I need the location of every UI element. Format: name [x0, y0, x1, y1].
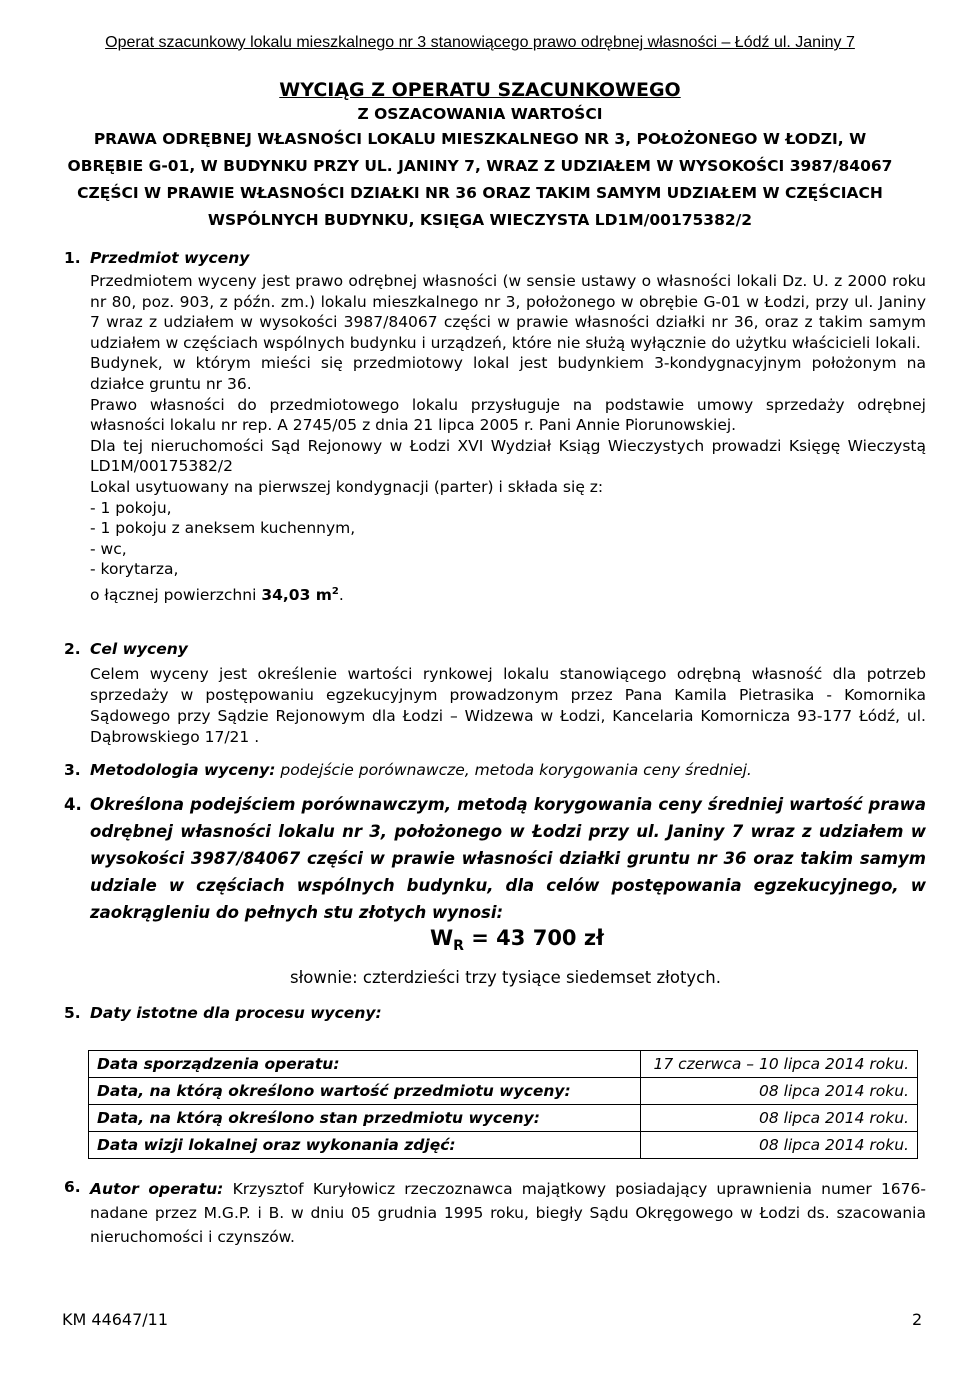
section-1-heading: Przedmiot wyceny	[90, 249, 250, 267]
room-item: - wc,	[90, 539, 127, 558]
room-item: - korytarza,	[90, 560, 179, 579]
section-3-line	[90, 760, 926, 781]
section-5-number: 5.	[64, 1004, 81, 1022]
section-6-body	[90, 1177, 926, 1249]
section-3-number: 3.	[64, 761, 81, 779]
date-label: Data, na którą określono stan przedmiotu wyceny:	[89, 1105, 641, 1132]
layout-paragraph: Lokal usytuowany na pierwszej kondygnacji (parter) i składa się z:	[90, 477, 604, 496]
section-4-number: 4.	[64, 795, 82, 814]
market-value-subscript: R	[453, 938, 464, 955]
area-prefix: o łącznej powierzchni	[90, 586, 262, 605]
market-value	[430, 926, 604, 954]
section-3-heading: Metodologia wyceny:	[90, 761, 276, 779]
land-register-paragraph: Dla tej nieruchomości Sąd Rejonowy w Łodzi XVI Wydział Ksiąg Wieczystych prowadzi Księgę Wieczystą LD1M/00175382/2	[90, 436, 926, 476]
section-2-heading: Cel wyceny	[90, 640, 188, 658]
section-2-body: Celem wyceny jest określenie wartości rynkowej lokalu stanowiącego odrębną własność dla potrzeb sprzedaży w postępowaniu egzekucyjnym prowadzonym przez Pana Kamila Pietrasika - Komornika Sądowego przy Sądzie Rejonowym dla Łodzi – Widzewa w Łodzi, Kancelaria Komornicza 93-177 Łódź, ul. Dąbrowskiego 17/21 .	[90, 665, 926, 746]
table-row	[89, 1132, 918, 1159]
document-title-body: PRAWA ODRĘBNEJ WŁASNOŚCI LOKALU MIESZKALNEGO NR 3, POŁOŻONEGO W ŁODZI, W OBRĘBIE G-01, W BUDYNKU PRZY UL. JANINY 7, WRAZ Z UDZIAŁEM W WYSOKOŚCI 3987/84067 CZĘŚCI W PRAWIE WŁASNOŚCI DZIAŁKI NR 36 ORAZ TAKIM SAMYM UDZIAŁEM W CZĘŚCIACH WSPÓLNYCH BUDYNKU, KSIĘGA WIECZYSTA LD1M/00175382/2	[67, 130, 893, 229]
footer-case-number: KM 44647/11	[62, 1310, 169, 1329]
market-value-symbol: W	[430, 926, 454, 950]
section-3-text: podejście porównawcze, metoda korygowania ceny średniej.	[275, 761, 752, 779]
table-row	[89, 1051, 918, 1078]
section-4-text: Określona podejściem porównawczym, metodą korygowania ceny średniej wartość prawa odrębnej własności lokalu nr 3, położonego w Łodzi przy ul. Janiny 7 wraz z udziałem w wysokości 3987/84067 części w prawie własności działki gruntu nr 36 oraz takim samym udziale w częściach wspólnych budynku, dla celów postępowania egzekucyjnego, w zaokrągleniu do pełnych stu złotych wynosi:	[90, 795, 926, 922]
market-value-amount: = 43 700 zł	[463, 926, 604, 950]
document-title: WYCIĄG Z OPERATU SZACUNKOWEGO	[279, 79, 681, 101]
section-1-body	[90, 271, 926, 606]
table-row	[89, 1105, 918, 1132]
section-6-heading: Autor operatu:	[90, 1180, 224, 1198]
area-unit-sup: 2	[331, 585, 339, 597]
date-value: 17 czerwca – 10 lipca 2014 roku.	[641, 1051, 918, 1078]
date-label: Data sporządzenia operatu:	[89, 1051, 641, 1078]
area-suffix: .	[338, 586, 344, 605]
area-value: 34,03 m	[261, 586, 332, 605]
value-in-words: słownie: czterdzieści trzy tysiące siedemset złotych.	[290, 968, 721, 987]
page-number: 2	[912, 1310, 923, 1329]
building-paragraph: Budynek, w którym mieści się przedmiotowy lokal jest budynkiem 3-kondygnacyjnym położonym na działce gruntu nr 36.	[90, 354, 926, 393]
section-2-number: 2.	[64, 640, 81, 658]
title-block	[60, 78, 900, 234]
date-value: 08 lipca 2014 roku.	[641, 1078, 918, 1105]
section-1-number: 1.	[64, 249, 81, 267]
dates-table	[88, 1050, 918, 1159]
date-label: Data wizji lokalnej oraz wykonania zdjęć:	[89, 1132, 641, 1159]
section-6-text: Krzysztof Kuryłowicz rzeczoznawca majątkowy posiadający uprawnienia numer 1676-nadane przez M.G.P. i B. w dniu 05 grudnia 1995 roku, biegły Sądu Okręgowego w Łodzi ds. szacowania nieruchomości i czynszów.	[90, 1180, 926, 1246]
room-item: - 1 pokoju z aneksem kuchennym,	[90, 519, 356, 538]
section-6-number: 6.	[64, 1178, 81, 1196]
ownership-paragraph: Prawo własności do przedmiotowego lokalu przysługuje na podstawie umowy sprzedaży odrębnej własności lokalu nr rep. A 2745/05 z dnia 21 lipca 2005 r. Pani Annie Piorunowskiej.	[90, 395, 926, 435]
room-item: - 1 pokoju,	[90, 498, 172, 517]
table-row	[89, 1078, 918, 1105]
section-5-heading: Daty istotne dla procesu wyceny:	[90, 1004, 382, 1022]
running-header: Operat szacunkowy lokalu mieszkalnego nr 3 stanowiącego prawo odrębnej własności – Łódź ul. Janiny 7	[105, 34, 855, 51]
area-line	[90, 582, 926, 606]
date-value: 08 lipca 2014 roku.	[641, 1105, 918, 1132]
date-label: Data, na którą określono wartość przedmiotu wyceny:	[89, 1078, 641, 1105]
date-value: 08 lipca 2014 roku.	[641, 1132, 918, 1159]
subject-paragraph: Przedmiotem wyceny jest prawo odrębnej własności (w sensie ustawy o własności lokali Dz. U. z 2000 roku nr 80, poz. 903, z późn. zm.) lokalu mieszkalnego nr 3, położonego w obrębie G-01 w Łodzi, przy ul. Janiny 7 wraz z udziałem w wysokości 3987/84067 części w prawie własności działki nr 36, oraz z takim samym udziałem w częściach wspólnych budynku i urządzeń, które nie służą wyłącznie do użytku właścicieli lokali.	[90, 272, 926, 352]
document-subtitle: Z OSZACOWANIA WARTOŚCI	[357, 105, 603, 123]
